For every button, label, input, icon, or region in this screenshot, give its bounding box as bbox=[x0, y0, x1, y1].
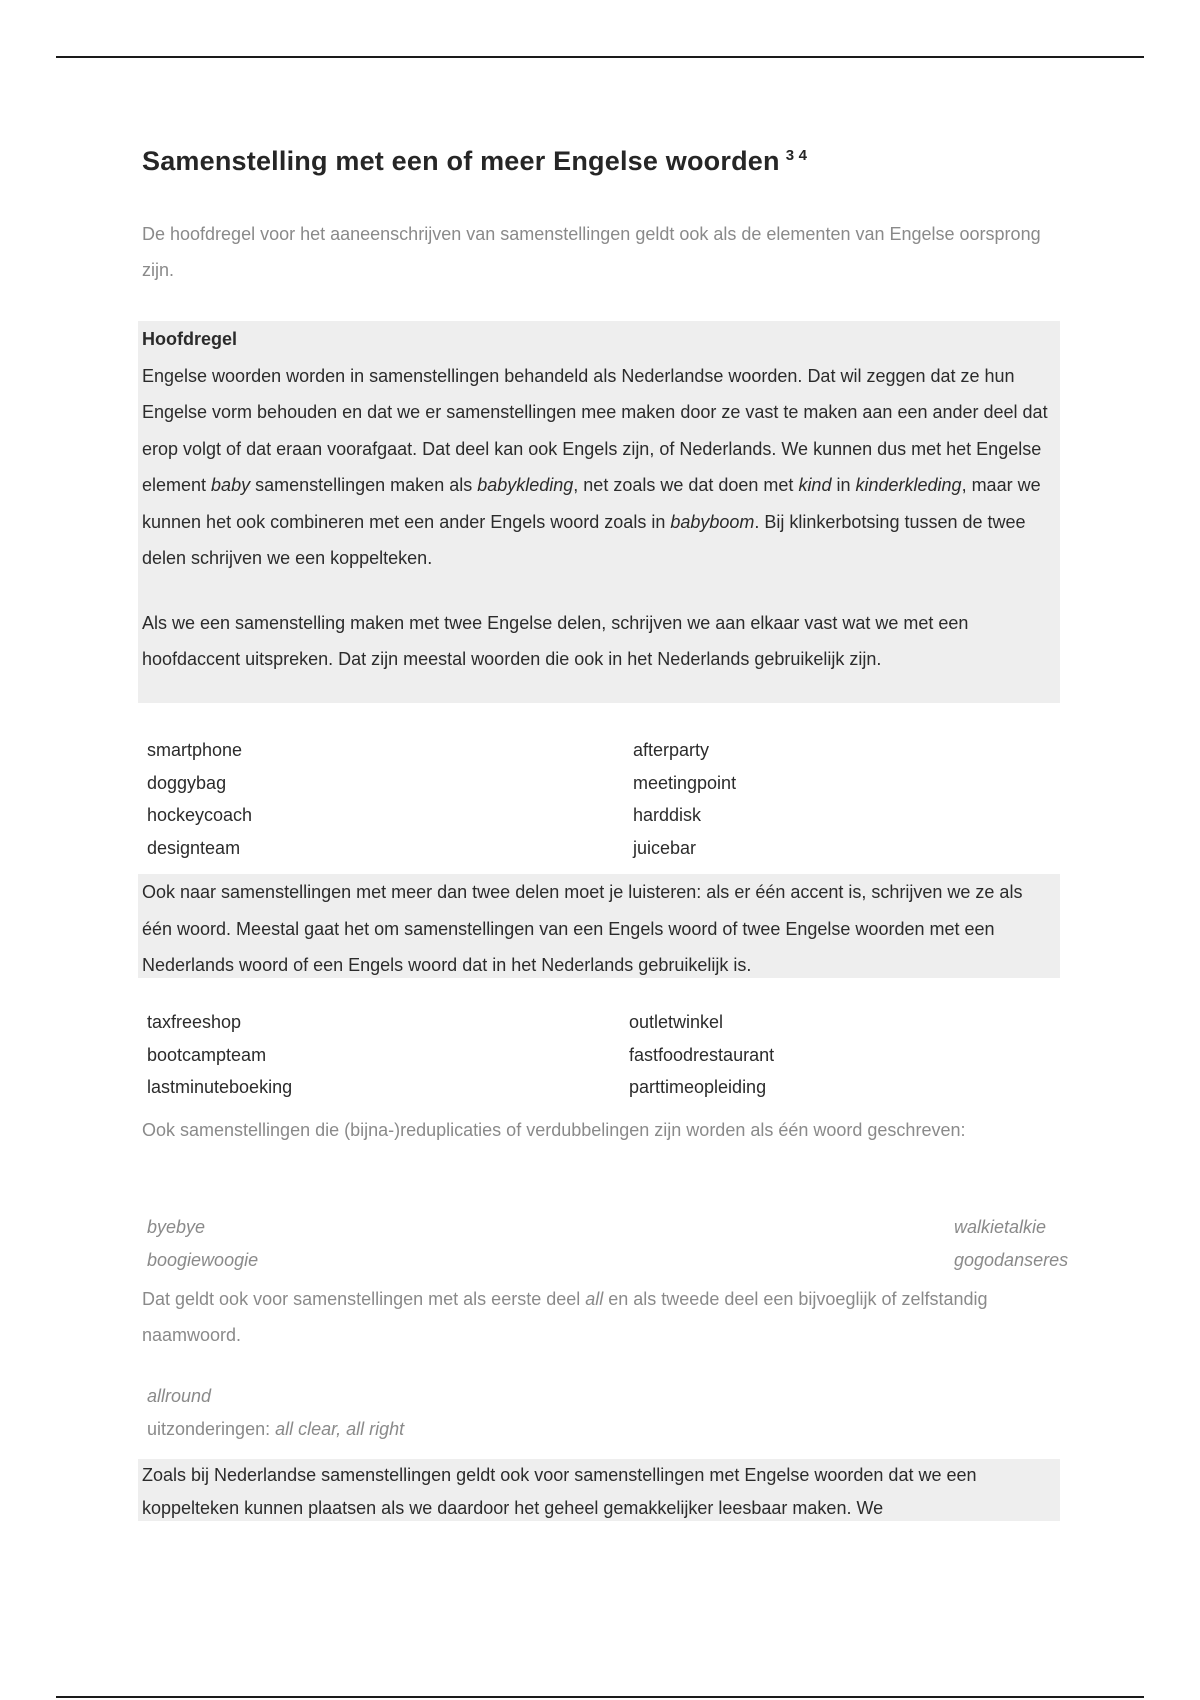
list-item: juicebar bbox=[633, 837, 697, 858]
example-list-2-right bbox=[629, 1006, 774, 1104]
rule-heading: Hoofdregel bbox=[142, 329, 238, 349]
list-item: doggybag bbox=[147, 772, 227, 793]
top-rule bbox=[56, 56, 1144, 58]
list-item: harddisk bbox=[633, 805, 702, 825]
rule-paragraph-2: Als we een samenstelling maken met twee Engelse delen, schrijven we aan elkaar vast wat we met een hoofdaccent uitspreken. Dat zijn meestal woorden die ook in het Nederlands gebruikelijk zijn. bbox=[142, 612, 969, 669]
hyphen-box bbox=[138, 1459, 1060, 1521]
list-item: parttimeopleiding bbox=[629, 1077, 767, 1097]
list-item: byebye bbox=[147, 1217, 206, 1237]
all-examples bbox=[147, 1380, 404, 1445]
footnote-refs: 3 4 bbox=[785, 147, 808, 164]
list-item: outletwinkel bbox=[629, 1012, 724, 1032]
bottom-rule bbox=[56, 1696, 1144, 1698]
example-list-3-right bbox=[954, 1211, 1068, 1276]
list-item: taxfreeshop bbox=[147, 1012, 242, 1032]
list-item: hockeycoach bbox=[147, 805, 253, 825]
all-paragraph: Dat geldt ook voor samenstellingen met als eerste deel all en als tweede deel een bijvoeglijk of zelfstandig naamwoord. bbox=[142, 1289, 988, 1345]
list-item: designteam bbox=[147, 837, 241, 858]
list-item: bootcampteam bbox=[147, 1044, 267, 1065]
list-item: smartphone bbox=[147, 740, 243, 760]
multi-part-box bbox=[138, 874, 1060, 978]
intro-paragraph: De hoofdregel voor het aaneenschrijven van samenstellingen geldt ook als de elementen van Engelse oorsprong zijn. bbox=[142, 224, 1041, 280]
list-item: afterparty bbox=[633, 740, 710, 760]
example-list-1-left bbox=[147, 734, 252, 864]
reduplication-paragraph: Ook samenstellingen die (bijna-)reduplicaties of verdubbelingen zijn worden als één woord geschreven: bbox=[142, 1120, 966, 1140]
list-item: walkietalkie bbox=[954, 1217, 1047, 1237]
rule-paragraph-1: Engelse woorden worden in samenstellingen behandeld als Nederlandse woorden. Dat wil zeggen dat ze hun Engelse vorm behouden en dat we er samenstellingen mee maken door ze vast te maken aan een ander deel dat erop volgt of dat eraan voorafgaat. Dat deel kan ook Engels zijn, of Nederlands. We kunnen dus met het Engelse element baby samenstellingen maken als babykleding, net zoals we dat doen met kind in kinderkleding, maar we kunnen het ook combineren met een ander Engels woord zoals in babyboom. Bij klinkerbotsing tussen de twee delen schrijven we een koppelteken. bbox=[142, 365, 1048, 568]
example-list-1-right bbox=[633, 734, 736, 864]
multi-part-paragraph: Ook naar samenstellingen met meer dan twee delen moet je luisteren: als er één accent is, schrijven we ze als één woord. Meestal gaat het om samenstellingen van een Engels woord of twee Engelse woorden met een Nederlands woord of een Engels woord dat in het Nederlands gebruikelijk is. bbox=[142, 882, 1023, 975]
example-list-2-left bbox=[147, 1006, 292, 1104]
list-item: boogiewoogie bbox=[147, 1249, 259, 1270]
exceptions-line: uitzonderingen: all clear, all right bbox=[147, 1418, 405, 1439]
page-title: Samenstelling met een of meer Engelse woorden $^{3 4}$ bbox=[142, 146, 808, 176]
list-item: lastminuteboeking bbox=[147, 1077, 293, 1097]
list-item: allround bbox=[147, 1386, 212, 1406]
list-item: gogodanseres bbox=[954, 1249, 1069, 1270]
rule-box bbox=[138, 321, 1060, 703]
list-item: meetingpoint bbox=[633, 772, 737, 793]
hyphen-paragraph: Zoals bij Nederlandse samenstellingen geldt ook voor samenstellingen met Engelse woorden dat we een koppelteken kunnen plaatsen als we daardoor het geheel gemakkelijker leesbaar maken. We bbox=[142, 1465, 977, 1518]
example-list-3-left bbox=[147, 1211, 258, 1276]
list-item: fastfoodrestaurant bbox=[629, 1044, 775, 1065]
